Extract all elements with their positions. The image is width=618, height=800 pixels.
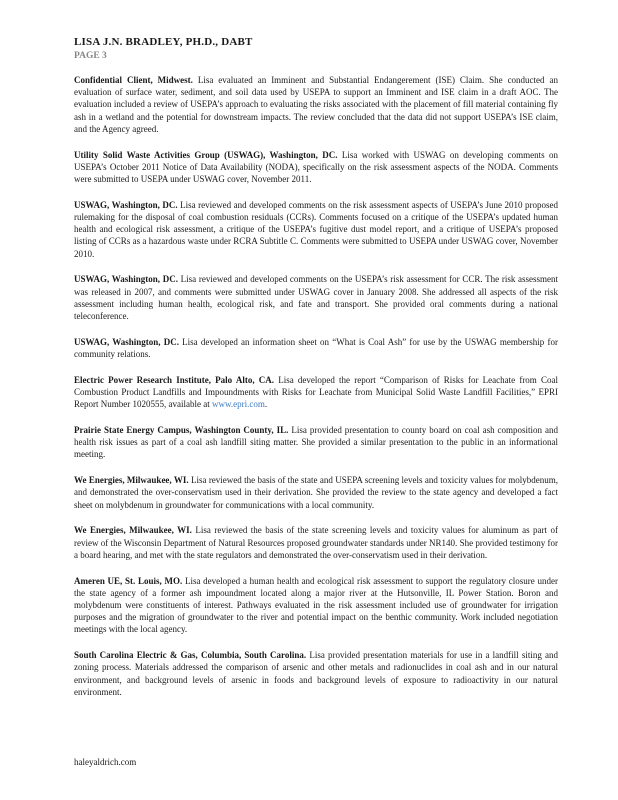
client-name: Ameren UE, St. Louis, MO. bbox=[74, 575, 183, 586]
client-name: USWAG, Washington, DC. bbox=[74, 199, 178, 210]
client-name: USWAG, Washington, DC. bbox=[74, 274, 178, 285]
project-entry bbox=[74, 575, 558, 636]
project-description: Lisa reviewed the basis of the state screening levels and toxicity values for aluminum as part of review of the Wisconsin Department of Natural Resources proposed groundwater standards under NR140. She provided testimony for a board hearing, and met with the state regulators and demonstrated the over-conservatism used in their derivation. bbox=[74, 525, 558, 560]
epri-link[interactable]: www.epri.com bbox=[211, 399, 265, 410]
client-name: Electric Power Research Institute, Palo Alto, CA. bbox=[74, 374, 275, 385]
project-list bbox=[74, 74, 558, 712]
author-name: LISA J.N. BRADLEY, PH.D., DABT bbox=[74, 36, 253, 48]
project-entry bbox=[74, 649, 558, 698]
client-name: Confidential Client, Midwest. bbox=[74, 75, 193, 85]
project-description: Lisa provided presentation materials for use in a landfill siting and zoning process. Materials addressed the comparison of arsenic and other metals and radionuclides in coal ash and in our natural environment, and background levels of arsenic in foods and background levels of exposure to radioactivity in our natural environment. bbox=[74, 650, 558, 697]
project-entry bbox=[74, 424, 558, 461]
client-name: Utility Solid Waste Activities Group (USWAG), Washington, DC. bbox=[74, 149, 338, 160]
project-description: Lisa reviewed and developed comments on the USEPA’s risk assessment for CCR. The risk assessment was released in 2007, and comments were submitted under USWAG cover in January 2008. She addressed all aspects of the risk assessment including human health, ecological risk, and fate and transport. She provided oral comments during a national teleconference. bbox=[74, 274, 559, 322]
page-number: PAGE 3 bbox=[74, 51, 107, 61]
project-entry bbox=[74, 524, 558, 561]
client-name: South Carolina Electric & Gas, Columbia, South Carolina. bbox=[74, 650, 307, 661]
project-description: Lisa worked with USWAG on developing comments on USEPA’s October 2011 Notice of Data Availability (NODA), specifically on the risk assessment aspects of the NODA. Comments were submitted to USEPA under USWAG cover, November 2011. bbox=[74, 149, 558, 185]
project-description: Lisa developed a human health and ecological risk assessment to support the regulatory closure under the state agency of a former ash impoundment located along a major river at the Hutsonville, IL Power Station. Boron and molybdenum were constituents of interest. Pathways evaluated in the risk assessment included use of groundwater for irrigation purposes and the migration of groundwater to the river and potential impact on the benthic community. Work included negotiation meetings with the local agency. bbox=[74, 575, 558, 635]
footer-website[interactable]: haleyaldrich.com bbox=[74, 757, 137, 767]
project-entry bbox=[74, 374, 558, 411]
client-name: We Energies, Milwaukee, WI. bbox=[74, 475, 189, 486]
project-entry bbox=[74, 149, 558, 186]
project-entry bbox=[74, 199, 558, 260]
project-description: Lisa developed the report “Comparison of Risks for Leachate from Coal Combustion Product Landfills and Impoundments with Risks for Leachate from Municipal Solid Waste Landfill Facilities,” EPRI Report Number 1020555, available at bbox=[74, 374, 558, 410]
project-entry bbox=[74, 273, 558, 322]
sentence-end: . bbox=[264, 399, 268, 410]
client-name: USWAG, Washington, DC. bbox=[74, 336, 179, 347]
project-description: Lisa reviewed the basis of the state and USEPA screening levels and toxicity values for molybdenum, and demonstrated the over-conservatism used in their derivation. She provided the review to the state agency and developed a fact sheet on molybdenum in groundwater for communications with a local community. bbox=[74, 475, 558, 510]
project-description: Lisa developed an information sheet on “What is Coal Ash” for use by the USWAG membership for community relations. bbox=[74, 336, 558, 360]
client-name: We Energies, Milwaukee, WI. bbox=[74, 525, 192, 536]
client-name: Prairie State Energy Campus, Washington County, IL. bbox=[74, 425, 289, 436]
project-description: Lisa reviewed and developed comments on the risk assessment aspects of USEPA’s June 2010 proposed rulemaking for the disposal of coal combustion residuals (CCRs). Comments focused on a critique of the USEPA’s updated human health and ecological risk assessment, a critique of the USEPA’s fugitive dust model report, and a critique of USEPA’s proposed listing of CCRs as a hazardous waste under RCRA Subtitle C. Comments were submitted to USEPA under USWAG cover, November 2010. bbox=[74, 199, 558, 259]
project-entry bbox=[74, 74, 558, 135]
project-description: Lisa provided presentation to county board on coal ash composition and health risk issues as part of a coal ash landfill siting matter. She provided a similar presentation to the public in an informational meeting. bbox=[74, 425, 558, 460]
project-entry bbox=[74, 474, 558, 511]
project-description: Lisa evaluated an Imminent and Substantial Endangerement (ISE) Claim. She conducted an evaluation of surface water, sediment, and soil data used by USEPA to support an Imminent and ISE claim in a draft AOC. The evaluation included a review of USEPA’s approach to evaluating the risks associated with the placement of fill material containing fly ash in a wetland and the potential for downstream impacts. The review concluded that the data did not support USEPA’s ISE claim, and the Agency agreed. bbox=[74, 75, 558, 134]
page-header bbox=[74, 36, 253, 62]
project-entry bbox=[74, 336, 558, 360]
